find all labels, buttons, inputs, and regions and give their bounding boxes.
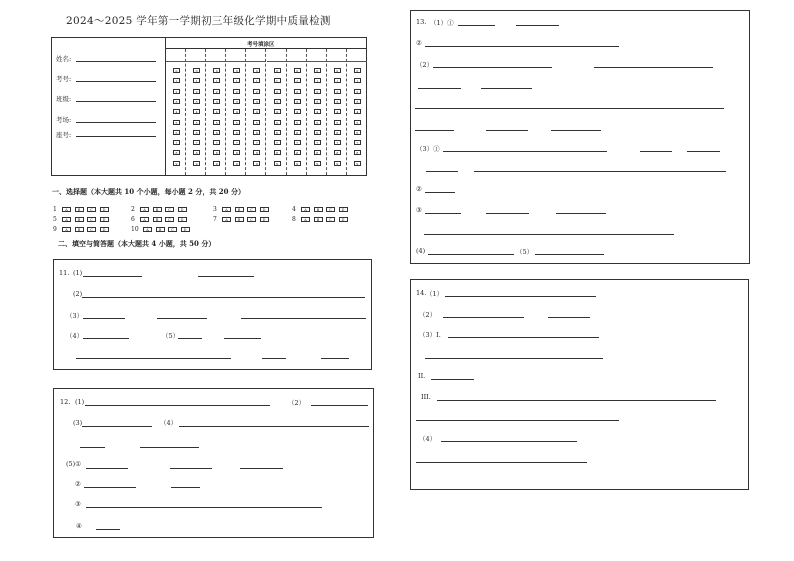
mc-option-bubble[interactable]: B: [314, 207, 323, 212]
id-digit-bubble[interactable]: 4: [193, 109, 200, 114]
id-digit-bubble[interactable]: 1: [213, 78, 220, 83]
id-grid-column-header: [226, 49, 246, 62]
q14-part3-label: （3）I.: [419, 331, 441, 339]
mc-option-bubble[interactable]: D: [100, 207, 109, 212]
q13-part3-label: （3）①: [416, 145, 440, 153]
mc-option-bubble[interactable]: D: [339, 217, 348, 222]
id-digit-bubble[interactable]: 5: [213, 120, 220, 125]
q14-part1-label: （1）: [426, 290, 444, 298]
mc-option-bubble[interactable]: D: [178, 217, 187, 222]
id-digit-bubble[interactable]: 9: [193, 161, 200, 166]
id-digit-bubble[interactable]: 1: [253, 78, 260, 83]
q14-part4-label: （4）: [419, 435, 437, 443]
id-digit-bubble[interactable]: 6: [294, 130, 301, 135]
question-11-box: [53, 259, 372, 370]
id-digit-bubble[interactable]: 9: [354, 161, 361, 166]
id-digit-bubble[interactable]: 3: [233, 99, 240, 104]
mc-option-bubble[interactable]: A: [62, 207, 71, 212]
id-digit-bubble[interactable]: 4: [294, 109, 301, 114]
mc-option-bubble[interactable]: A: [222, 207, 231, 212]
q12-part5-2-blank[interactable]: [84, 487, 136, 488]
id-digit-bubble[interactable]: 7: [274, 140, 281, 145]
q11-part3-label: （3）: [66, 312, 84, 320]
mc-option-bubble[interactable]: A: [140, 207, 149, 212]
id-digit-bubble[interactable]: 1: [294, 78, 301, 83]
id-digit-bubble[interactable]: 8: [354, 150, 361, 155]
id-digit-bubble[interactable]: 7: [334, 140, 341, 145]
id-digit-bubble[interactable]: 9: [213, 161, 220, 166]
id-digit-bubble[interactable]: 8: [193, 150, 200, 155]
q14-part3-blank2[interactable]: [425, 358, 603, 359]
q12-part5-3-label: ③: [75, 500, 81, 508]
exam-room-field[interactable]: [76, 122, 156, 123]
mc-option-bubble[interactable]: A: [301, 207, 310, 212]
q11-part5-blank2[interactable]: [224, 338, 261, 339]
q12-part1-label: (1): [75, 398, 85, 406]
q11-part2-blank[interactable]: [82, 297, 365, 298]
id-digit-bubble[interactable]: 0: [193, 68, 200, 73]
id-digit-bubble[interactable]: 6: [173, 130, 180, 135]
mc-question-number: 10: [131, 226, 139, 233]
id-digit-bubble[interactable]: 1: [314, 78, 321, 83]
q13-part1-blank[interactable]: [458, 25, 495, 26]
id-digit-bubble[interactable]: 9: [334, 161, 341, 166]
mc-option-bubble[interactable]: C: [87, 207, 96, 212]
q14-part4-blank[interactable]: [441, 441, 577, 442]
id-digit-bubble[interactable]: 8: [233, 150, 240, 155]
mc-option-bubble[interactable]: B: [156, 227, 165, 232]
mc-option-bubble[interactable]: D: [260, 207, 269, 212]
q13-part3-3-blank3[interactable]: [556, 213, 606, 214]
id-digit-bubble[interactable]: 1: [193, 78, 200, 83]
q11-extra-blank2[interactable]: [262, 358, 286, 359]
id-digit-bubble[interactable]: 9: [274, 161, 281, 166]
name-label: 姓名:: [56, 55, 72, 63]
mc-question-number: 4: [292, 206, 296, 213]
q13-part2-blank5[interactable]: [415, 108, 724, 109]
q13-part2-blank3[interactable]: [418, 88, 461, 89]
q12-part4-blank3[interactable]: [140, 447, 199, 448]
mc-question-number: 9: [53, 226, 57, 233]
id-digit-bubble[interactable]: 0: [213, 68, 220, 73]
id-digit-bubble[interactable]: 7: [354, 140, 361, 145]
id-digit-bubble[interactable]: 8: [274, 150, 281, 155]
id-digit-bubble[interactable]: 8: [253, 150, 260, 155]
id-digit-bubble[interactable]: 2: [354, 89, 361, 94]
q13-part2-blank8[interactable]: [551, 130, 601, 131]
q12-part5-4-label: ④: [76, 522, 82, 530]
id-digit-bubble[interactable]: 1: [173, 78, 180, 83]
q13-part1-2-blank[interactable]: [425, 46, 619, 47]
mc-option-bubble[interactable]: B: [75, 217, 84, 222]
id-digit-bubble[interactable]: 5: [253, 120, 260, 125]
q13-part3-blank[interactable]: [443, 151, 607, 152]
id-digit-bubble[interactable]: 4: [334, 109, 341, 114]
id-digit-bubble[interactable]: 9: [253, 161, 260, 166]
id-grid-column-header: [327, 49, 347, 62]
mc-option-bubble[interactable]: A: [143, 227, 152, 232]
q12-part4-blank[interactable]: [179, 426, 369, 427]
mc-option-bubble[interactable]: C: [165, 207, 174, 212]
mc-option-bubble[interactable]: B: [153, 217, 162, 222]
q11-part3-blank2[interactable]: [157, 318, 207, 319]
id-digit-bubble[interactable]: 6: [274, 130, 281, 135]
id-grid-column-header: [287, 49, 307, 62]
id-digit-bubble[interactable]: 7: [253, 140, 260, 145]
id-digit-bubble[interactable]: 4: [173, 109, 180, 114]
id-digit-bubble[interactable]: 5: [233, 120, 240, 125]
section1-heading: 一、选择题（本大题共 10 个小题，每小题 2 分，共 20 分）: [52, 187, 245, 196]
id-digit-bubble[interactable]: 2: [193, 89, 200, 94]
q11-part1-blank2[interactable]: [198, 276, 254, 277]
question-14-box: [410, 279, 749, 490]
exam-room-label: 考场:: [56, 116, 72, 124]
id-digit-bubble[interactable]: 9: [233, 161, 240, 166]
mc-option-bubble[interactable]: A: [62, 217, 71, 222]
mc-question-number: 7: [213, 216, 217, 223]
q13-part2-blank6[interactable]: [415, 130, 454, 131]
q14-part3-iii-blank[interactable]: [437, 400, 716, 401]
id-digit-bubble[interactable]: 4: [274, 109, 281, 114]
id-digit-bubble[interactable]: 7: [173, 140, 180, 145]
mc-option-bubble[interactable]: A: [222, 217, 231, 222]
id-digit-bubble[interactable]: 6: [314, 130, 321, 135]
mc-option-bubble[interactable]: C: [87, 227, 96, 232]
id-digit-bubble[interactable]: 5: [193, 120, 200, 125]
q11-part4-blank[interactable]: [83, 338, 129, 339]
id-digit-bubble[interactable]: 4: [354, 109, 361, 114]
q13-part1-blank2[interactable]: [516, 25, 559, 26]
id-digit-bubble[interactable]: 3: [314, 99, 321, 104]
id-digit-bubble[interactable]: 1: [334, 78, 341, 83]
seat-label: 座号:: [56, 131, 72, 139]
mc-option-bubble[interactable]: C: [326, 217, 335, 222]
mc-option-bubble[interactable]: B: [75, 227, 84, 232]
q13-part3-blank2[interactable]: [640, 151, 672, 152]
id-digit-bubble[interactable]: 0: [253, 68, 260, 73]
id-digit-bubble[interactable]: 6: [354, 130, 361, 135]
id-digit-bubble[interactable]: 5: [354, 120, 361, 125]
q14-part3-iii-blank2[interactable]: [416, 420, 619, 421]
q14-part3-ii-label: II.: [418, 372, 426, 380]
q11-number: 11.: [59, 269, 70, 277]
id-digit-bubble[interactable]: 4: [253, 109, 260, 114]
class-field[interactable]: [76, 101, 156, 102]
class-label: 班级:: [56, 95, 72, 103]
id-digit-bubble[interactable]: 7: [294, 140, 301, 145]
id-digit-bubble[interactable]: 5: [274, 120, 281, 125]
q11-part2-label: (2): [73, 290, 83, 298]
id-digit-bubble[interactable]: 7: [193, 140, 200, 145]
id-digit-bubble[interactable]: 8: [334, 150, 341, 155]
q13-part2-blank[interactable]: [433, 67, 552, 68]
id-grid-column-header: [246, 49, 266, 62]
mc-option-bubble[interactable]: C: [87, 217, 96, 222]
mc-option-bubble[interactable]: D: [100, 217, 109, 222]
id-digit-bubble[interactable]: 8: [173, 150, 180, 155]
id-digit-bubble[interactable]: 4: [213, 109, 220, 114]
q14-part2-blank[interactable]: [443, 317, 524, 318]
q13-part3-blank4[interactable]: [426, 171, 458, 172]
mc-question-number: 3: [213, 206, 217, 213]
q13-part1-2-label: ②: [416, 39, 422, 47]
id-digit-bubble[interactable]: 8: [294, 150, 301, 155]
q13-part3-blank3[interactable]: [687, 151, 720, 152]
mc-option-bubble[interactable]: B: [314, 217, 323, 222]
id-grid-column-header: [166, 49, 186, 62]
q12-part2-label: （2）: [288, 399, 306, 407]
q13-part3-3-label: ③: [416, 206, 422, 214]
q13-part1-label: （1）①: [430, 19, 454, 27]
q13-part2-label: （2）: [416, 61, 434, 69]
id-digit-bubble[interactable]: 8: [314, 150, 321, 155]
mc-question-number: 1: [53, 206, 57, 213]
q12-part5-blank2[interactable]: [170, 468, 212, 469]
q14-part3-blank[interactable]: [448, 337, 599, 338]
id-grid-column-header: [347, 49, 367, 62]
page-title: 2024～2025 学年第一学期初三年级化学期中质量检测: [66, 15, 331, 27]
q12-number: 12.: [60, 398, 71, 406]
mc-option-bubble[interactable]: D: [260, 217, 269, 222]
q12-part4-label: （4）: [160, 419, 178, 427]
id-digit-bubble[interactable]: 0: [173, 68, 180, 73]
q13-part3-blank5[interactable]: [474, 171, 726, 172]
id-digit-bubble[interactable]: 3: [334, 99, 341, 104]
id-digit-bubble[interactable]: 3: [274, 99, 281, 104]
q14-part3-iii-label: III.: [421, 393, 431, 401]
mc-option-bubble[interactable]: C: [165, 217, 174, 222]
id-digit-bubble[interactable]: 7: [233, 140, 240, 145]
q13-number: 13.: [416, 18, 427, 26]
id-digit-bubble[interactable]: 8: [213, 150, 220, 155]
q12-part4-blank2[interactable]: [80, 447, 105, 448]
mc-option-bubble[interactable]: C: [247, 207, 256, 212]
q11-part5-label: （5）: [162, 332, 180, 340]
mc-option-bubble[interactable]: B: [153, 207, 162, 212]
q13-part3-2-blank[interactable]: [425, 192, 455, 193]
mc-option-bubble[interactable]: B: [235, 207, 244, 212]
id-digit-bubble[interactable]: 3: [193, 99, 200, 104]
mc-option-bubble[interactable]: A: [140, 217, 149, 222]
q14-part2-blank2[interactable]: [548, 317, 590, 318]
mc-question-number: 6: [131, 216, 135, 223]
id-digit-bubble[interactable]: 5: [294, 120, 301, 125]
q12-part5-2-label: ②: [75, 480, 81, 488]
q12-part2-blank[interactable]: [311, 405, 368, 406]
id-digit-bubble[interactable]: 6: [213, 130, 220, 135]
id-digit-bubble[interactable]: 6: [253, 130, 260, 135]
question-12-box: [53, 388, 374, 538]
id-digit-bubble[interactable]: 0: [274, 68, 281, 73]
id-grid-column-header: [206, 49, 226, 62]
q14-part2-label: （2）: [419, 311, 437, 319]
id-digit-bubble[interactable]: 5: [334, 120, 341, 125]
id-digit-bubble[interactable]: 2: [233, 89, 240, 94]
id-digit-bubble[interactable]: 0: [294, 68, 301, 73]
q12-part5-blank3[interactable]: [240, 468, 283, 469]
id-digit-bubble[interactable]: 6: [193, 130, 200, 135]
mc-option-bubble[interactable]: D: [100, 227, 109, 232]
q11-part4-label: （4）: [66, 332, 84, 340]
section2-heading: 二、填空与简答题（本大题共 4 小题，共 50 分）: [58, 239, 216, 248]
q12-part5-4-blank[interactable]: [96, 529, 120, 530]
q12-part3-label: (3): [73, 419, 83, 427]
q13-part2-blank7[interactable]: [486, 130, 528, 131]
q14-part3-ii-blank[interactable]: [431, 379, 474, 380]
q13-part4-label: (4): [416, 247, 426, 255]
id-digit-bubble[interactable]: 1: [354, 78, 361, 83]
q13-part2-blank4[interactable]: [481, 88, 532, 89]
id-digit-bubble[interactable]: 2: [274, 89, 281, 94]
mc-question-number: 2: [131, 206, 135, 213]
id-digit-bubble[interactable]: 0: [334, 68, 341, 73]
mc-question-number: 5: [53, 216, 57, 223]
mc-option-bubble[interactable]: A: [301, 217, 310, 222]
id-digit-bubble[interactable]: 2: [334, 89, 341, 94]
q11-part1-label: (1): [73, 269, 83, 277]
id-grid-column-header: [307, 49, 327, 62]
q11-part5-blank[interactable]: [178, 338, 202, 339]
q13-part3-3-blank[interactable]: [425, 213, 461, 214]
id-digit-bubble[interactable]: 7: [314, 140, 321, 145]
id-digit-bubble[interactable]: 1: [233, 78, 240, 83]
exam-id-label: 考号:: [56, 75, 72, 83]
id-digit-bubble[interactable]: 2: [314, 89, 321, 94]
q14-number: 14.: [416, 289, 427, 297]
id-grid-column-header: [186, 49, 206, 62]
mc-option-bubble[interactable]: A: [62, 227, 71, 232]
q13-part3-3-blank2[interactable]: [486, 213, 529, 214]
mc-question-number: 8: [292, 216, 296, 223]
exam-id-field[interactable]: [76, 81, 156, 82]
id-digit-bubble[interactable]: 6: [334, 130, 341, 135]
q13-part3-3-blank4[interactable]: [424, 234, 674, 235]
mc-option-bubble[interactable]: D: [181, 227, 190, 232]
id-digit-bubble[interactable]: 5: [173, 120, 180, 125]
id-digit-bubble[interactable]: 5: [314, 120, 321, 125]
id-digit-bubble[interactable]: 9: [173, 161, 180, 166]
q13-part5-label: （5）: [516, 248, 534, 256]
id-digit-bubble[interactable]: 2: [253, 89, 260, 94]
student-info-box: [51, 37, 367, 176]
id-digit-bubble[interactable]: 3: [294, 99, 301, 104]
id-digit-bubble[interactable]: 2: [213, 89, 220, 94]
q13-part5-blank[interactable]: [535, 254, 604, 255]
id-digit-bubble[interactable]: 0: [314, 68, 321, 73]
id-digit-bubble[interactable]: 0: [233, 68, 240, 73]
q13-part3-2-label: ②: [416, 185, 422, 193]
q11-part1-blank[interactable]: [83, 276, 142, 277]
q12-part5-2-blank2[interactable]: [171, 487, 200, 488]
mc-option-bubble[interactable]: B: [235, 217, 244, 222]
mc-option-bubble[interactable]: B: [75, 207, 84, 212]
id-grid-column-header: [267, 49, 287, 62]
id-digit-bubble[interactable]: 3: [213, 99, 220, 104]
name-field[interactable]: [76, 61, 156, 62]
id-digit-bubble[interactable]: 3: [354, 99, 361, 104]
q12-part5-3-blank[interactable]: [86, 507, 322, 508]
id-digit-bubble[interactable]: 4: [233, 109, 240, 114]
id-digit-bubble[interactable]: 2: [294, 89, 301, 94]
id-digit-bubble[interactable]: 3: [253, 99, 260, 104]
mc-option-bubble[interactable]: D: [339, 207, 348, 212]
q12-part1-blank[interactable]: [85, 405, 270, 406]
q11-part3-blank[interactable]: [83, 318, 125, 319]
mc-option-bubble[interactable]: C: [326, 207, 335, 212]
q13-part2-blank2[interactable]: [594, 67, 713, 68]
q12-part5-label: (5)①: [66, 460, 82, 468]
mc-option-bubble[interactable]: C: [168, 227, 177, 232]
id-digit-bubble[interactable]: 2: [173, 89, 180, 94]
id-digit-bubble[interactable]: 9: [294, 161, 301, 166]
q11-part3-blank3[interactable]: [241, 318, 366, 319]
question-13-box: [410, 10, 750, 264]
q13-part4-blank[interactable]: [428, 254, 514, 255]
mc-option-bubble[interactable]: D: [178, 207, 187, 212]
id-digit-bubble[interactable]: 7: [213, 140, 220, 145]
id-digit-bubble[interactable]: 9: [314, 161, 321, 166]
seat-field[interactable]: [76, 136, 156, 137]
q14-part1-blank[interactable]: [445, 296, 596, 297]
q14-part4-blank2[interactable]: [416, 462, 587, 463]
id-digit-bubble[interactable]: 3: [173, 99, 180, 104]
id-digit-bubble[interactable]: 1: [274, 78, 281, 83]
q12-part5-blank[interactable]: [86, 468, 128, 469]
q11-extra-blank3[interactable]: [321, 358, 349, 359]
id-digit-bubble[interactable]: 4: [314, 109, 321, 114]
q11-extra-blank[interactable]: [76, 358, 231, 359]
mc-option-bubble[interactable]: C: [247, 217, 256, 222]
id-digit-bubble[interactable]: 6: [233, 130, 240, 135]
id-grid-title: 考号填涂区: [247, 42, 275, 48]
q12-part3-blank[interactable]: [82, 426, 152, 427]
id-digit-bubble[interactable]: 0: [354, 68, 361, 73]
